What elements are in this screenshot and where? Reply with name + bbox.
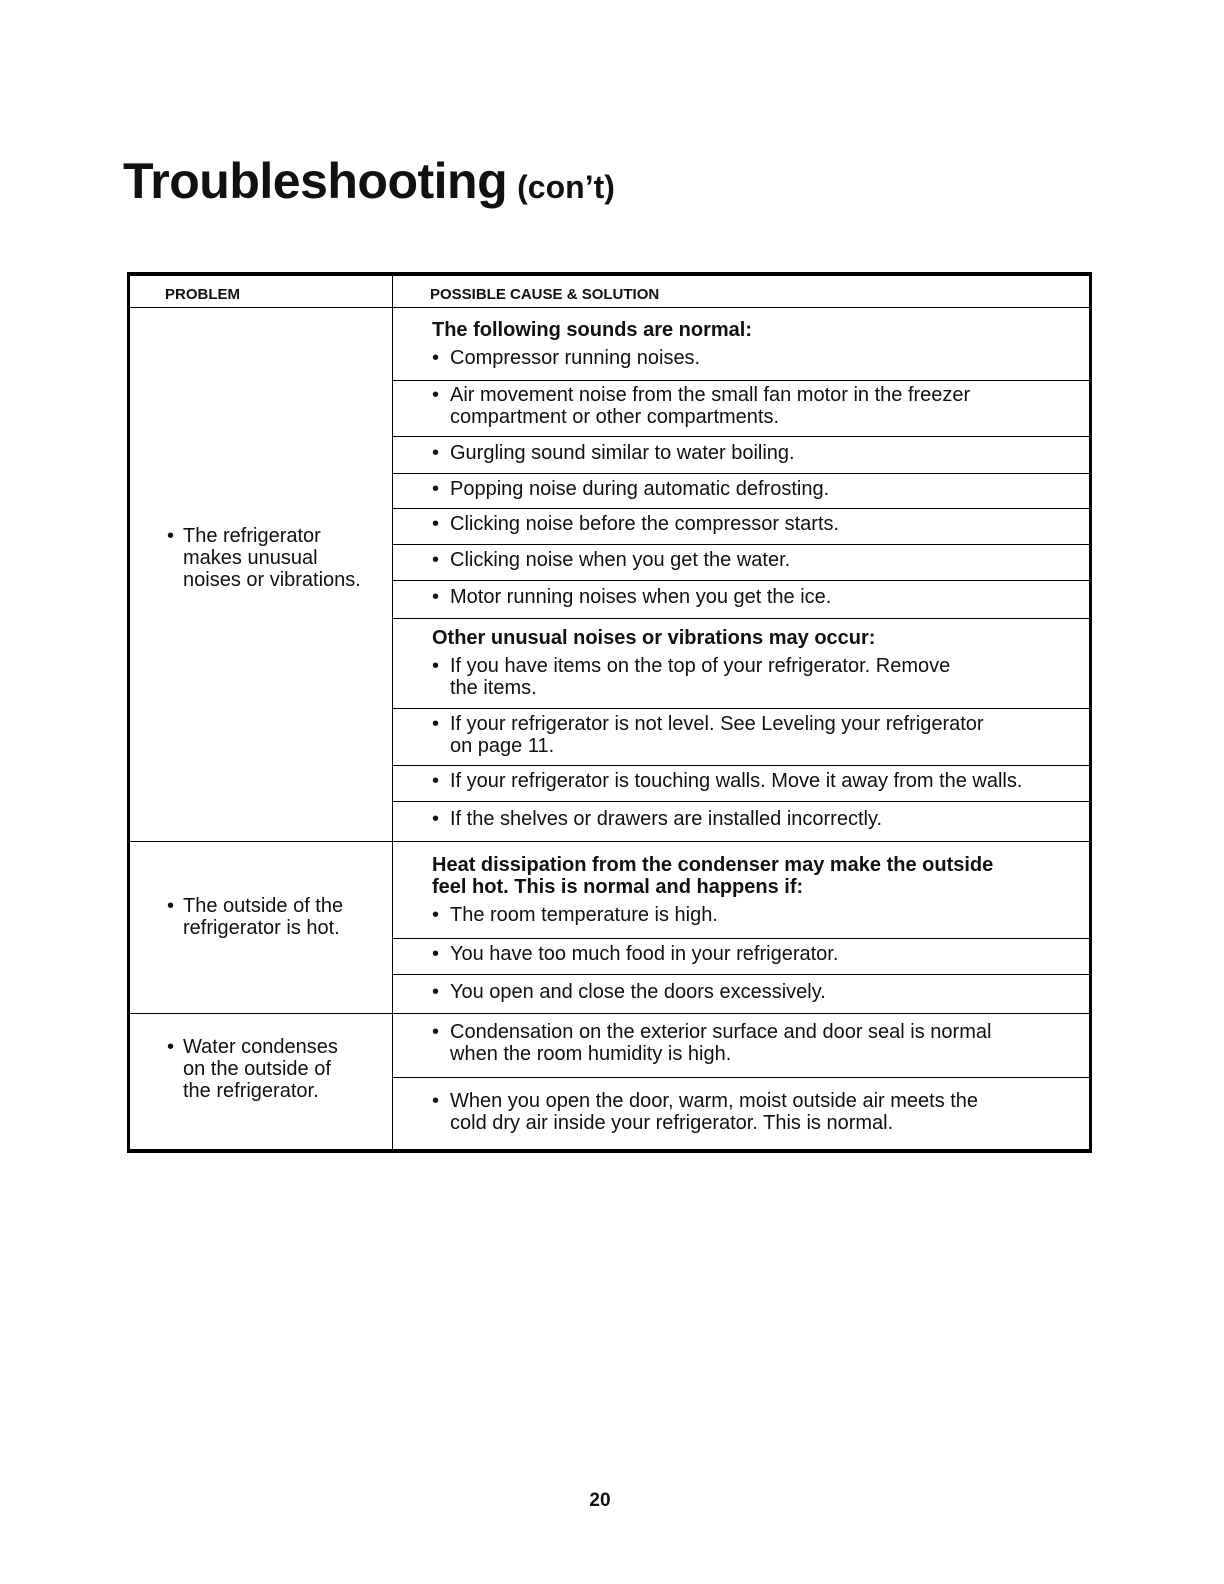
cause-cell: [393, 627, 1089, 699]
cause-cell: [393, 808, 1089, 830]
cause-cell: [393, 713, 1089, 757]
cause-divider: [393, 974, 1089, 975]
cause-bullet: [432, 981, 1089, 1003]
header-problem: PROBLEM: [165, 286, 240, 303]
bullet-icon: •: [432, 655, 440, 677]
problem-text: [167, 895, 343, 939]
problem-line: The outside of the: [183, 895, 344, 917]
cause-divider: [393, 473, 1089, 474]
cause-heading-line: Other unusual noises or vibrations may occur:: [432, 627, 876, 649]
cause-line: Popping noise during automatic defrosting.: [450, 477, 830, 500]
problem-line: the refrigerator.: [183, 1080, 319, 1102]
bullet-icon: •: [432, 586, 440, 608]
page-number: 20: [589, 1490, 611, 1511]
cause-bullet: [432, 478, 1089, 500]
cause-cell: [393, 943, 1089, 965]
cause-line: Air movement noise from the small fan motor in the freezer: [450, 384, 971, 406]
bullet-icon: •: [432, 770, 440, 792]
cause-heading-line: Heat dissipation from the condenser may make the outside: [432, 853, 994, 876]
cause-cell: [393, 854, 1089, 926]
cause-divider: [393, 938, 1089, 939]
cause-line: when the room humidity is high.: [450, 1043, 732, 1065]
cause-line: on page 11.: [450, 734, 555, 757]
bullet-icon: •: [167, 1036, 175, 1058]
problem-line: on the outside of: [183, 1058, 331, 1080]
cause-line: If the shelves or drawers are installed incorrectly.: [450, 808, 883, 830]
group-divider: [130, 1013, 1089, 1014]
problem-line: The refrigerator: [183, 525, 321, 547]
cause-line: You have too much food in your refrigerator.: [450, 943, 839, 965]
cause-bullet: [432, 513, 1089, 535]
cause-bullet: [432, 549, 1089, 571]
bullet-icon: •: [432, 513, 440, 535]
cause-cell: [393, 549, 1089, 571]
cause-line: If you have items on the top of your refrigerator. Remove: [450, 655, 951, 677]
cause-bullet: [432, 1021, 1089, 1065]
cause-line: You open and close the doors excessively.: [450, 980, 826, 1003]
cause-line: When you open the door, warm, moist outside air meets the: [450, 1090, 979, 1112]
cause-bullet: [432, 586, 1089, 608]
cause-bullet: [432, 713, 1089, 757]
cause-cell: [393, 1090, 1089, 1134]
cause-cell: [393, 1021, 1089, 1065]
cause-line: compartment or other compartments.: [450, 406, 780, 428]
cause-line: cold dry air inside your refrigerator. This is normal.: [450, 1112, 894, 1134]
problem-line: refrigerator is hot.: [183, 917, 340, 939]
bullet-icon: •: [432, 1021, 440, 1043]
cause-heading: [432, 854, 1089, 898]
cause-heading-line: feel hot. This is normal and happens if:: [432, 875, 804, 898]
cause-cell: [393, 586, 1089, 608]
cause-line: the items.: [450, 677, 537, 699]
cause-divider: [393, 380, 1089, 381]
bullet-icon: •: [432, 346, 440, 369]
problem-line: Water condenses: [183, 1036, 338, 1058]
problem-line: noises or vibrations.: [183, 569, 361, 591]
cause-bullet: [432, 770, 1089, 792]
cause-divider: [393, 1077, 1089, 1078]
cause-bullet: [432, 943, 1089, 965]
page-title-sub: (con’t): [517, 169, 615, 205]
troubleshooting-table: [127, 272, 1092, 1153]
bullet-icon: •: [432, 441, 440, 464]
cause-bullet: [432, 1090, 1089, 1134]
bullet-icon: •: [432, 903, 440, 926]
cause-divider: [393, 580, 1089, 581]
bullet-icon: •: [167, 525, 175, 547]
page-title-main: Troubleshooting: [123, 153, 508, 209]
cause-heading: [432, 319, 1089, 341]
problem-bullet: [167, 895, 343, 939]
bullet-icon: •: [432, 980, 440, 1003]
cause-bullet: [432, 655, 1089, 699]
cause-cell: [393, 770, 1089, 792]
group-divider: [130, 841, 1089, 842]
bullet-icon: •: [432, 384, 440, 406]
cause-heading-line: The following sounds are normal:: [432, 318, 753, 341]
cause-divider: [393, 544, 1089, 545]
cause-line: Clicking noise before the compressor starts.: [450, 513, 840, 535]
header-cause-solution: POSSIBLE CAUSE & SOLUTION: [430, 286, 660, 303]
cause-divider: [393, 618, 1089, 619]
cause-bullet: [432, 347, 1089, 369]
cause-line: Clicking noise when you get the water.: [450, 549, 791, 571]
cause-divider: [393, 436, 1089, 437]
problem-bullet: [167, 525, 361, 591]
cause-divider: [393, 508, 1089, 509]
cause-line: If your refrigerator is not level. See Leveling your refrigerator: [450, 712, 984, 735]
cause-cell: [393, 513, 1089, 535]
cause-bullet: [432, 384, 1089, 428]
cause-bullet: [432, 808, 1089, 830]
bullet-icon: •: [432, 549, 440, 571]
cause-cell: [393, 981, 1089, 1003]
cause-cell: [393, 478, 1089, 500]
cause-bullet: [432, 904, 1089, 926]
cause-line: The room temperature is high.: [450, 903, 718, 926]
cause-cell: [393, 384, 1089, 428]
cause-line: If your refrigerator is touching walls. Move it away from the walls.: [450, 770, 1023, 792]
cause-heading: [432, 627, 1089, 649]
bullet-icon: •: [432, 1090, 440, 1112]
cause-cell: [393, 319, 1089, 369]
cause-divider: [393, 708, 1089, 709]
bullet-icon: •: [432, 712, 440, 735]
problem-bullet: [167, 1036, 338, 1102]
cause-line: Compressor running noises.: [450, 346, 701, 369]
problem-text: [167, 1036, 338, 1102]
cause-line: Motor running noises when you get the ice.: [450, 586, 832, 608]
cause-divider: [393, 765, 1089, 766]
cause-bullet: [432, 442, 1089, 464]
cause-line: Condensation on the exterior surface and door seal is normal: [450, 1021, 992, 1043]
bullet-icon: •: [432, 943, 440, 965]
page-title: [123, 152, 615, 210]
cause-cell: [393, 442, 1089, 464]
bullet-icon: •: [432, 477, 440, 500]
header-divider: [130, 307, 1089, 308]
cause-divider: [393, 801, 1089, 802]
bullet-icon: •: [167, 895, 175, 917]
problem-text: [167, 525, 361, 591]
bullet-icon: •: [432, 808, 440, 830]
cause-line: Gurgling sound similar to water boiling.: [450, 441, 795, 464]
problem-line: makes unusual: [183, 547, 318, 569]
